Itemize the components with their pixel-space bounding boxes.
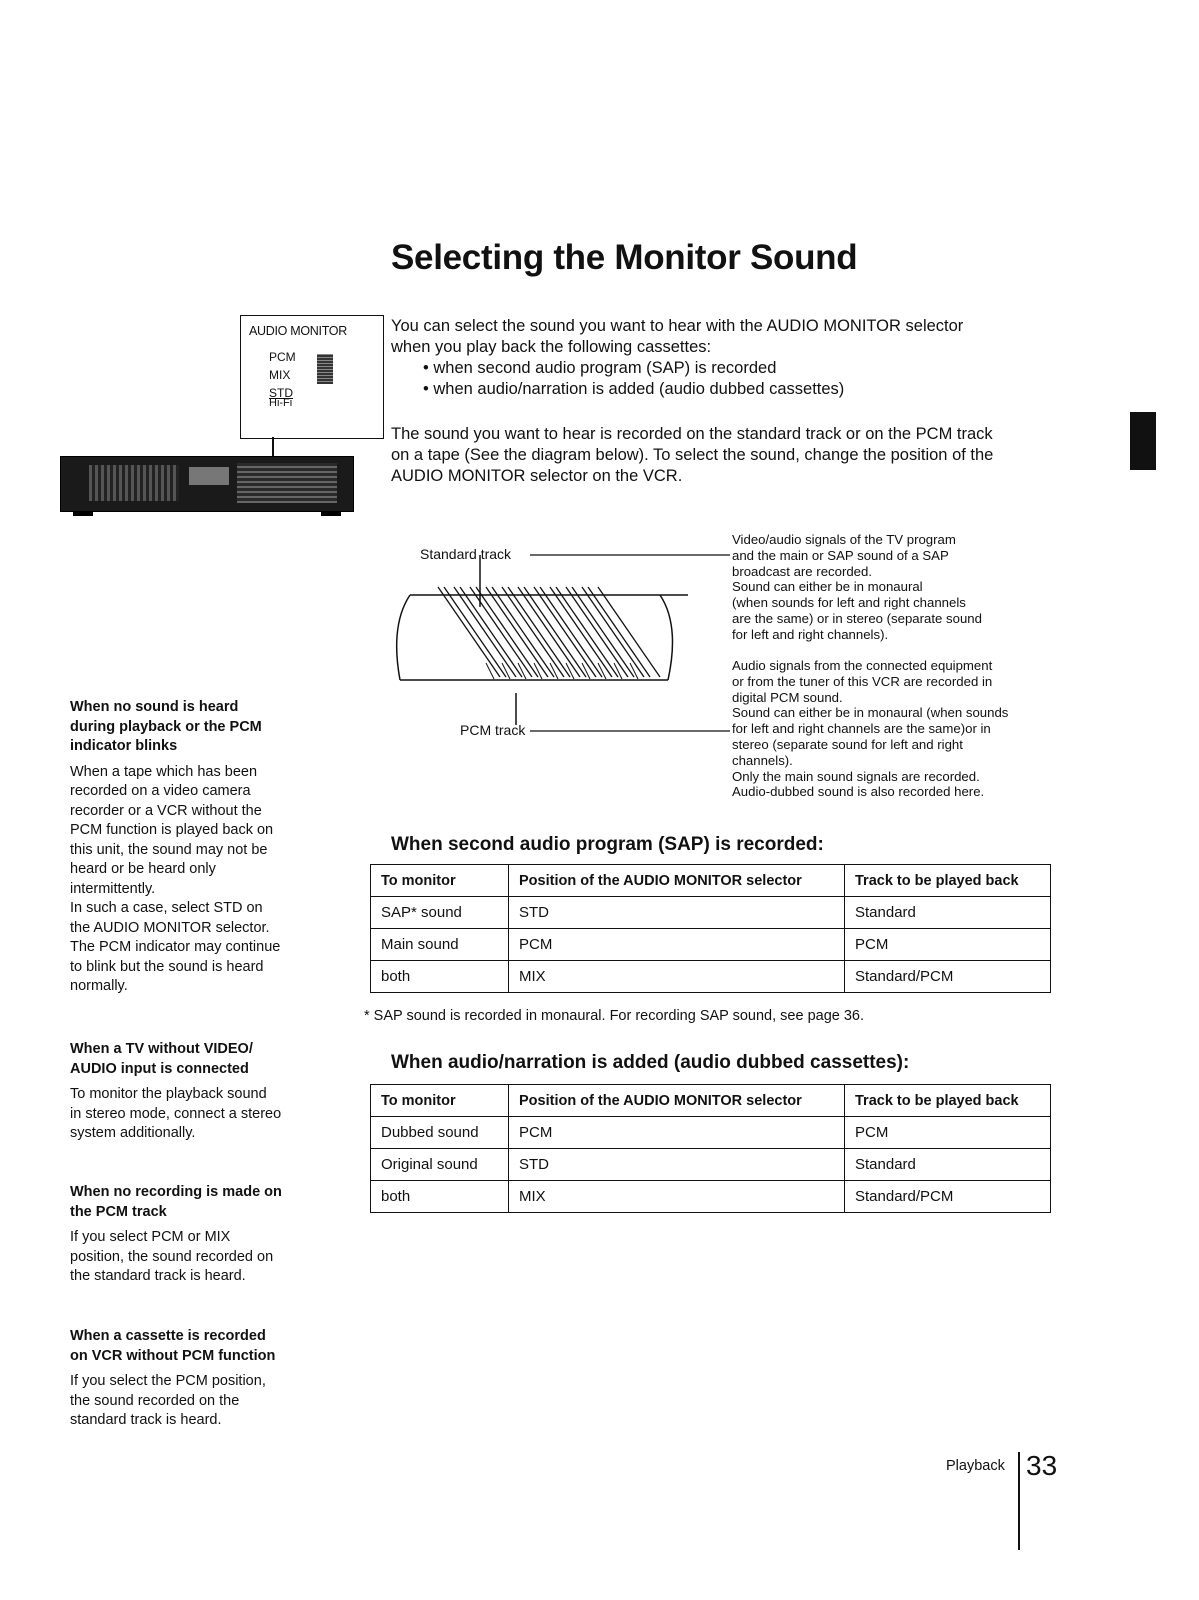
selector-pcm-label: PCM: [269, 350, 296, 364]
desc-line: digital PCM sound.: [732, 689, 843, 705]
note-heading: When no sound is heard during playback or the PCM indicator blinks: [70, 699, 262, 754]
table-row: [371, 961, 1051, 993]
audio-monitor-callout: [240, 315, 384, 439]
table-cell: Original sound: [371, 1149, 509, 1181]
table-cell: MIX: [509, 961, 845, 993]
table-cell: both: [371, 1181, 509, 1213]
audio-monitor-title: AUDIO MONITOR: [249, 324, 347, 338]
table-header-row: [371, 865, 1051, 897]
table-row: [371, 897, 1051, 929]
desc-line: stereo (separate sound for left and right: [732, 736, 963, 752]
footer-section-label: Playback: [946, 1458, 1005, 1474]
note-no-sound: [70, 698, 310, 997]
dubbed-table: [370, 1084, 1051, 1213]
column-header: Position of the AUDIO MONITOR selector: [509, 1085, 845, 1117]
note-vcr-without-pcm: [70, 1327, 310, 1431]
table-cell: STD: [509, 1149, 845, 1181]
note-body: When a tape which has been recorded on a video camera recorder or a VCR without the PCM function is played back on this unit, the sound may not be heard or be heard only intermittently. In such a case, select STD on the AUDIO MONITOR selector. The PCM indicator may continue to blink but the sound is heard normally.: [70, 763, 281, 994]
desc-line: broadcast are recorded.: [732, 563, 873, 579]
table-cell: MIX: [509, 1181, 845, 1213]
desc-line: Video/audio signals of the TV program: [732, 532, 956, 547]
note-tv-without-input: [70, 1040, 310, 1144]
footer-divider: [1018, 1452, 1020, 1550]
table-cell: PCM: [845, 929, 1051, 961]
column-header: Track to be played back: [845, 1085, 1051, 1117]
table-cell: both: [371, 961, 509, 993]
desc-line: or from the tuner of this VCR are recorded in: [732, 673, 993, 689]
desc-line: for left and right channels are the same)or in: [732, 721, 991, 737]
standard-track-description: [732, 532, 1072, 643]
table-cell: Standard: [845, 1149, 1051, 1181]
standard-track-label: Standard track: [420, 546, 512, 562]
tape-right-edge: [660, 595, 673, 680]
table-cell: Main sound: [371, 929, 509, 961]
desc-line: for left and right channels).: [732, 626, 889, 642]
selector-std-label: STD: [269, 386, 293, 400]
sap-table: [370, 864, 1051, 993]
table2-heading: When audio/narration is added (audio dubbed cassettes):: [391, 1052, 910, 1073]
table-header-row: [371, 1085, 1051, 1117]
desc-line: Audio-dubbed sound is also recorded here.: [732, 784, 985, 800]
intro-line: when you play back the following cassettes:: [391, 338, 712, 356]
table-row: [371, 1117, 1051, 1149]
table-cell: Standard: [845, 897, 1051, 929]
note-heading: When a cassette is recorded on VCR without PCM function: [70, 1328, 276, 1364]
column-header: To monitor: [371, 1085, 509, 1117]
intro-line: You can select the sound you want to hear with the AUDIO MONITOR selector: [391, 317, 964, 335]
desc-line: Only the main sound signals are recorded.: [732, 768, 980, 784]
sap-footnote: * SAP sound is recorded in monaural. For recording SAP sound, see page 36.: [364, 1008, 865, 1024]
note-heading: When a TV without VIDEO/ AUDIO input is connected: [70, 1041, 253, 1077]
table-cell: Standard/PCM: [845, 1181, 1051, 1213]
table-row: [371, 1149, 1051, 1181]
intro-bullet: • when audio/narration is added (audio dubbed cassettes): [423, 380, 845, 398]
column-header: Track to be played back: [845, 865, 1051, 897]
intro-line: AUDIO MONITOR selector on the VCR.: [391, 467, 683, 485]
note-body: If you select the PCM position, the sound recorded on the standard track is heard.: [70, 1373, 266, 1428]
desc-line: Sound can either be in monaural: [732, 579, 923, 595]
table-row: [371, 929, 1051, 961]
intro-line: on a tape (See the diagram below). To select the sound, change the position of the: [391, 446, 994, 464]
column-header: Position of the AUDIO MONITOR selector: [509, 865, 845, 897]
table1-heading: When second audio program (SAP) is recorded:: [391, 834, 824, 855]
intro-bullet: • when second audio program (SAP) is recorded: [423, 359, 777, 377]
intro-paragraph: [391, 316, 1081, 400]
desc-line: channels).: [732, 752, 793, 768]
tape-track-diagram: [390, 545, 730, 745]
desc-line: are the same) or in stereo (separate sound: [732, 610, 982, 626]
note-no-pcm-recording: [70, 1183, 310, 1287]
column-header: To monitor: [371, 865, 509, 897]
selector-mix-label: MIX: [269, 368, 291, 382]
table-cell: SAP* sound: [371, 897, 509, 929]
table-cell: Dubbed sound: [371, 1117, 509, 1149]
pcm-track-description: [732, 658, 1072, 800]
pcm-track-label: PCM track: [460, 722, 526, 738]
table-row: [371, 1181, 1051, 1213]
page-number: 33: [1026, 1450, 1058, 1481]
diagonal-tracks: [438, 587, 660, 677]
desc-line: Sound can either be in monaural (when sounds: [732, 705, 1009, 721]
selector-hifi-label: Hi-Fi: [269, 397, 293, 409]
tape-left-edge: [397, 595, 410, 680]
table-cell: PCM: [845, 1117, 1051, 1149]
note-heading: When no recording is made on the PCM track: [70, 1184, 282, 1220]
intro-paragraph-2: [391, 424, 1081, 487]
note-body: To monitor the playback sound in stereo mode, connect a stereo system additionally.: [70, 1086, 282, 1141]
vcr-front-panel-icon: [60, 456, 354, 512]
table-cell: STD: [509, 897, 845, 929]
note-body: If you select PCM or MIX position, the sound recorded on the standard track is heard.: [70, 1229, 274, 1284]
desc-line: and the main or SAP sound of a SAP: [732, 547, 949, 563]
audio-monitor-slider-icon: [317, 354, 333, 384]
desc-line: Audio signals from the connected equipment: [732, 658, 993, 673]
table-cell: PCM: [509, 929, 845, 961]
table-cell: PCM: [509, 1117, 845, 1149]
desc-line: (when sounds for left and right channels: [732, 595, 966, 611]
section-tab-marker: [1130, 412, 1156, 470]
page-title: Selecting the Monitor Sound: [391, 238, 858, 277]
table-cell: Standard/PCM: [845, 961, 1051, 993]
intro-line: The sound you want to hear is recorded on the standard track or on the PCM track: [391, 425, 993, 443]
